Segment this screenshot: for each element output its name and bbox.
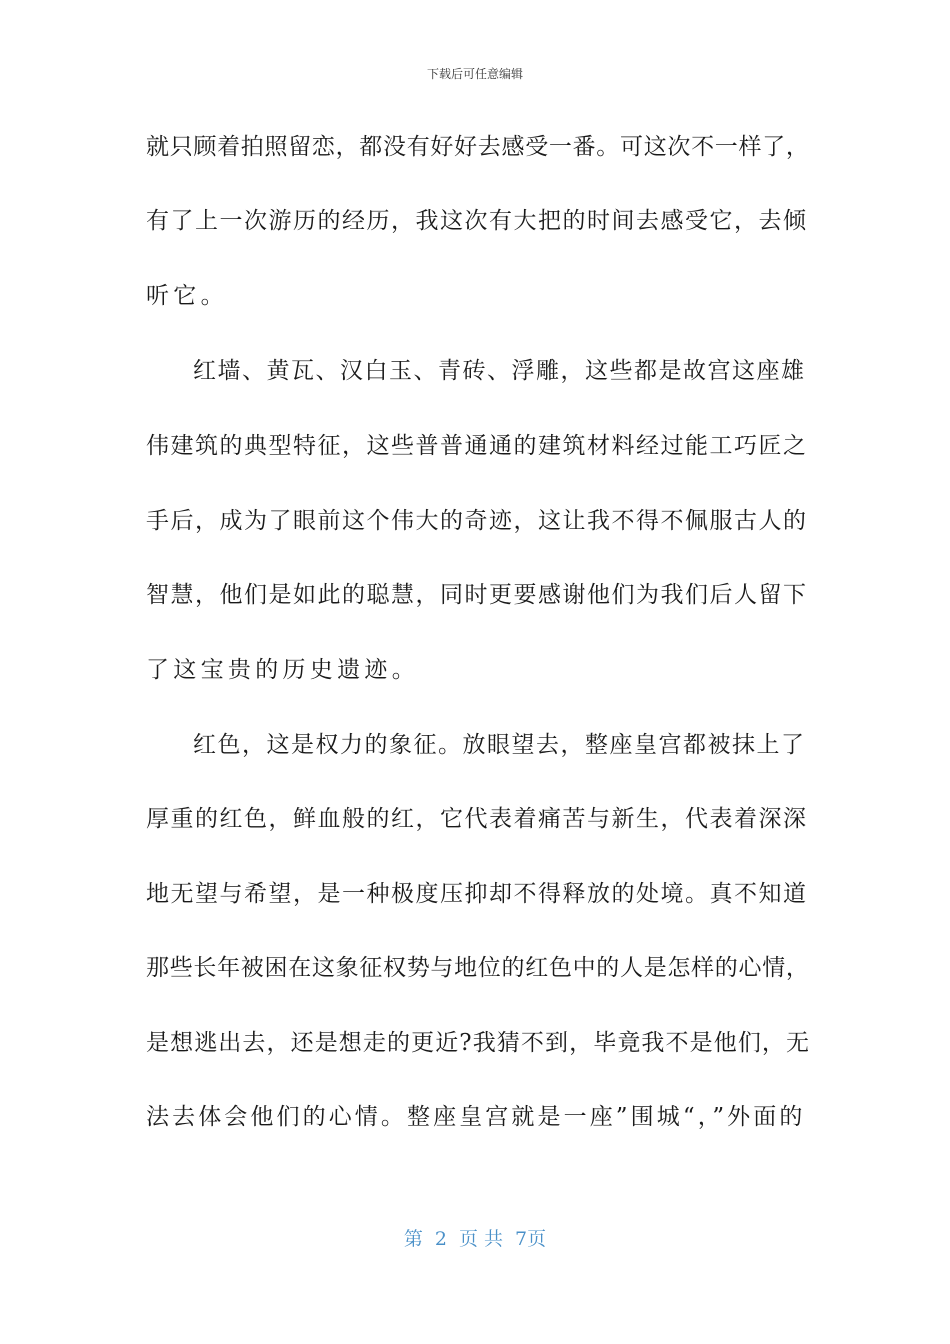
text-line: 地无望与希望，是一种极度压抑却不得释放的处境。真不知道 <box>146 881 808 907</box>
text-line: 智慧，他们是如此的聪慧，同时更要感谢他们为我们后人留下 <box>146 582 808 608</box>
text-line: 是想逃出去，还是想走的更近?我猜不到，毕竟我不是他们，无 <box>146 1030 811 1056</box>
footer-middle: 页 共 <box>458 1228 504 1250</box>
text-line: 红墙、黄瓦、汉白玉、青砖、浮雕，这些都是故宫这座雄 <box>193 358 806 384</box>
text-line: 就只顾着拍照留恋，都没有好好去感受一番。可这次不一样了， <box>146 134 810 160</box>
text-line: 了这宝贵的历史遗迹。 <box>146 657 419 683</box>
text-line: 红色，这是权力的象征。放眼望去，整座皇宫都被抹上了 <box>193 732 806 758</box>
text-line: 有了上一次游历的经历，我这次有大把的时间去感受它，去倾 <box>146 208 808 234</box>
text-line: 手后，成为了眼前这个伟大的奇迹，这让我不得不佩服古人的 <box>146 508 808 534</box>
text-line: 听它。 <box>146 283 228 309</box>
page-header: 下载后可任意编辑 <box>426 67 523 81</box>
page-footer <box>0 1226 950 1252</box>
footer-prefix: 第 <box>403 1228 423 1250</box>
text-line: 那些长年被困在这象征权势与地位的红色中的人是怎样的心情， <box>146 955 810 981</box>
text-line: 法去体会他们的心情。整座皇宫就是一座”围城“，”外面的 <box>146 1104 806 1130</box>
text-line: 伟建筑的典型特征，这些普普通通的建筑材料经过能工巧匠之 <box>146 433 808 459</box>
text-line: 厚重的红色，鲜血般的红，它代表着痛苦与新生，代表着深深 <box>146 806 808 832</box>
page-number: 2 <box>434 1228 447 1250</box>
footer-suffix: 页 <box>527 1228 547 1250</box>
total-pages: 7 <box>515 1228 528 1250</box>
